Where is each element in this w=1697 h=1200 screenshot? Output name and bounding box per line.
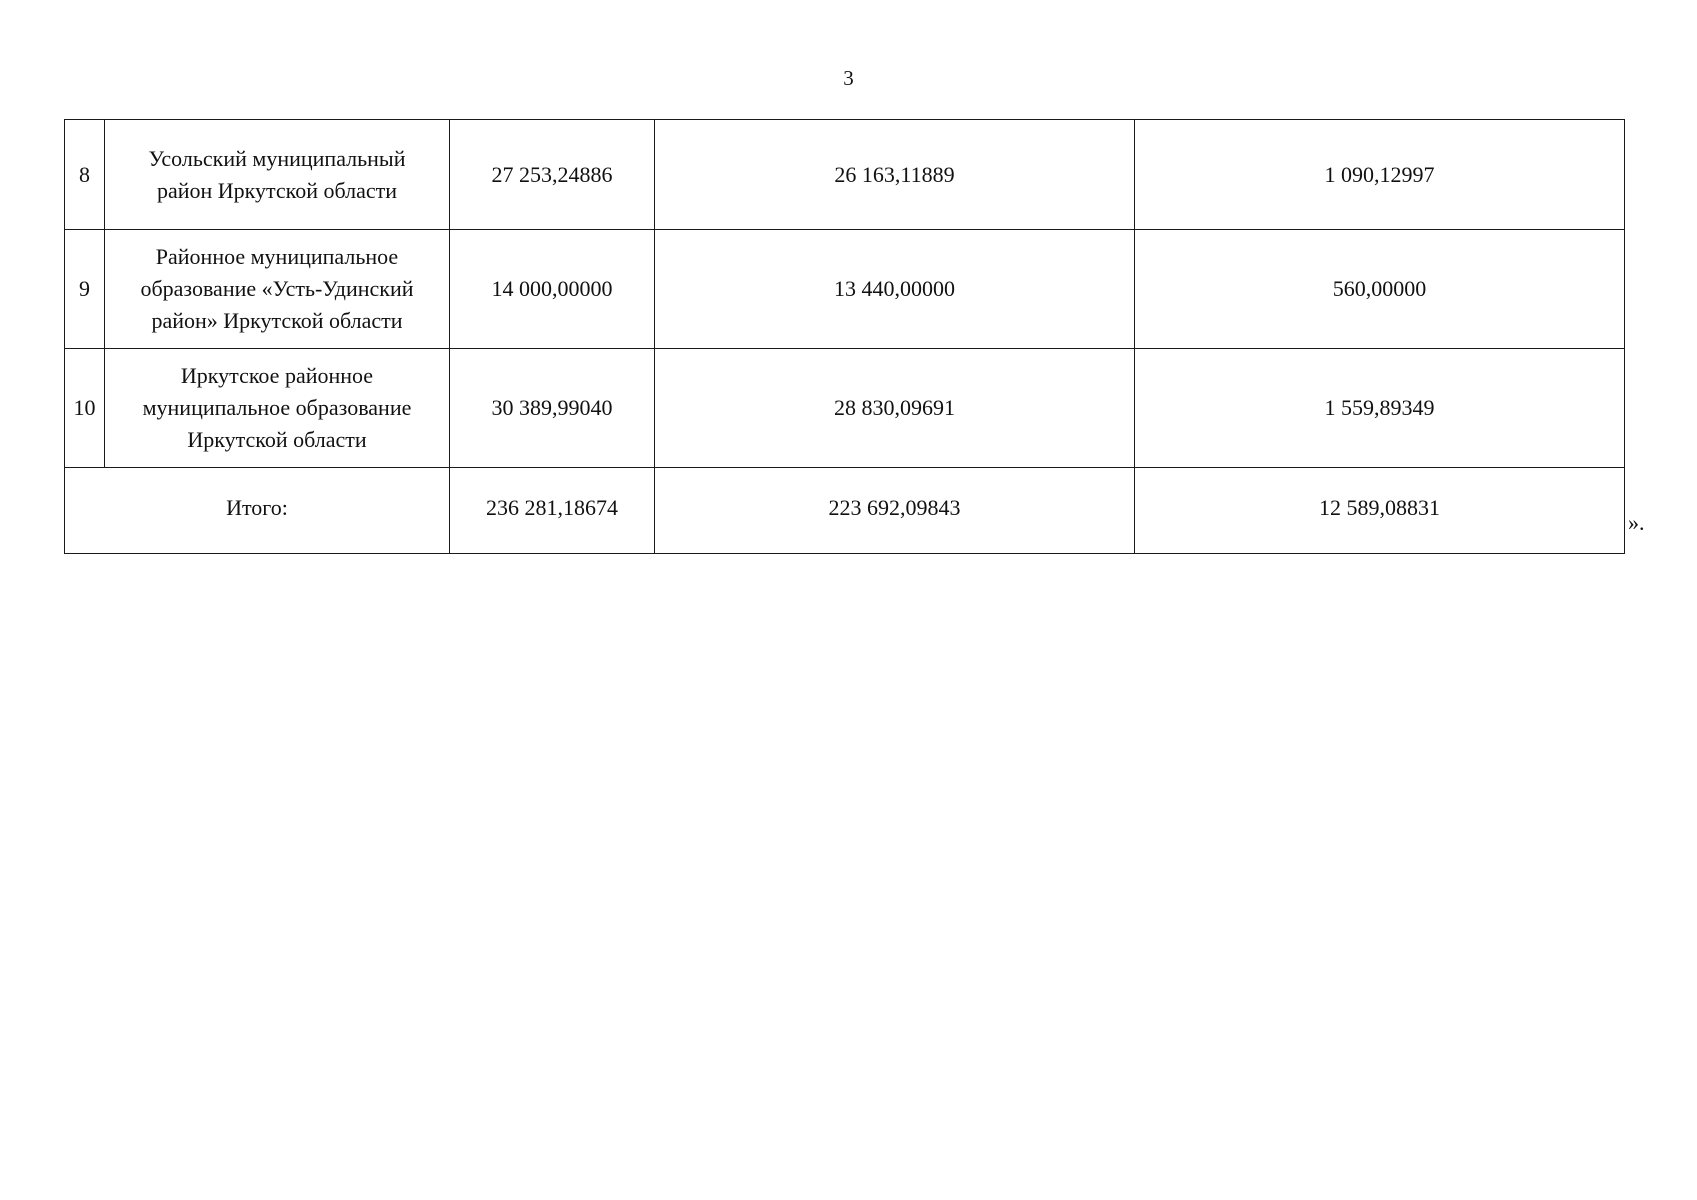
amount-part-1: 26 163,11889: [655, 120, 1135, 230]
row-number: 9: [65, 230, 105, 349]
table-row: [65, 230, 1625, 349]
row-number: 8: [65, 120, 105, 230]
municipality-name-line: Усольский муниципальный: [148, 145, 406, 171]
total-row: [65, 468, 1625, 554]
amount-part-2: 1 559,89349: [1135, 349, 1625, 468]
municipality-name-line: Районное муниципальное: [155, 244, 399, 269]
municipality-name: [105, 349, 450, 468]
municipal-funding-table: [64, 119, 1625, 554]
amount-part-1: 28 830,09691: [655, 349, 1135, 468]
total-part-1: 223 692,09843: [655, 468, 1135, 554]
amount-total: 14 000,00000: [450, 230, 655, 349]
municipality-name-line: район» Иркутской области: [151, 308, 403, 333]
municipality-name-line: образование «Усть-Удинский: [140, 276, 414, 301]
total-part-2: 12 589,08831: [1135, 468, 1625, 554]
table-row: [65, 120, 1625, 230]
total-amount: 236 281,18674: [450, 468, 655, 554]
closing-quote-mark: ».: [1628, 510, 1645, 535]
total-label: Итого:: [65, 468, 450, 554]
amount-part-2: 560,00000: [1135, 230, 1625, 349]
amount-total: 30 389,99040: [450, 349, 655, 468]
amount-part-1: 13 440,00000: [655, 230, 1135, 349]
municipality-name: [105, 230, 450, 349]
amount-part-2: 1 090,12997: [1135, 120, 1625, 230]
municipality-name-line: муниципальное образование: [142, 395, 412, 420]
amount-total: 27 253,24886: [450, 120, 655, 230]
row-number: 10: [65, 349, 105, 468]
municipality-name: [105, 120, 450, 230]
page-number: 3: [843, 66, 854, 90]
municipality-name-line: Иркутское районное: [180, 363, 374, 388]
municipality-name-line: Иркутской области: [187, 427, 367, 452]
table-row: [65, 349, 1625, 468]
municipality-name-line: район Иркутской области: [156, 177, 398, 203]
